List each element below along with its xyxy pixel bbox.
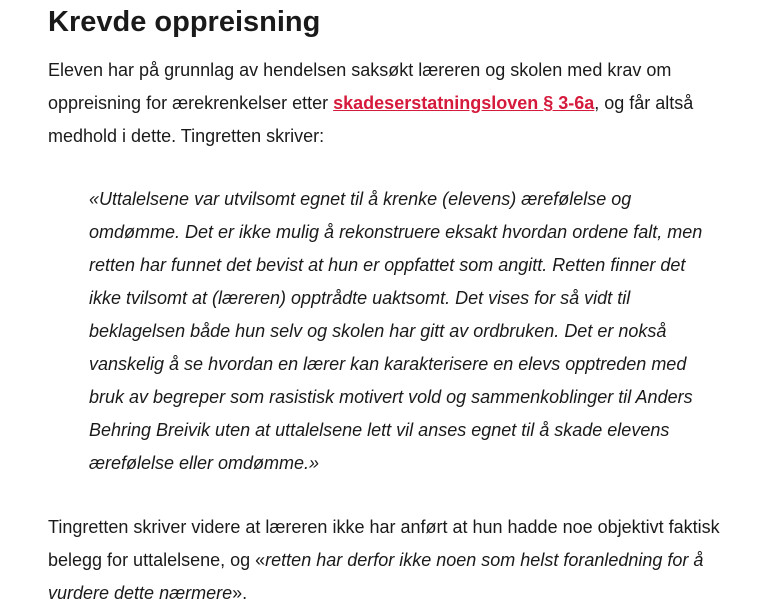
article-body <box>48 0 748 610</box>
intro-text-before-link: Eleven har på grunnlag av hendelsen saksøkt læreren og skolen med krav om oppreisning for ærekrenkelser etter <box>48 60 672 113</box>
closing-text-after-quote: ». <box>232 583 248 603</box>
section-heading: Krevde oppreisning <box>48 6 321 38</box>
intro-text-after-link: , og får altså medhold i dette. Tingretten skriver: <box>48 93 694 146</box>
closing-paragraph <box>48 511 748 610</box>
inline-court-quote: retten har derfor ikke noen som helst foranledning for å vurdere dette nærmere <box>48 550 704 603</box>
intro-paragraph <box>48 54 748 153</box>
closing-text-before-quote: Tingretten skriver videre at læreren ikke har anført at hun hadde noe objektivt faktisk belegg for uttalelsene, og « <box>48 517 720 570</box>
court-quote: «Uttalelsene var utvilsomt egnet til å krenke (elevens) ærefølelse og omdømme. Det er ikke mulig å rekonstruere eksakt hvordan ordene falt, men retten har funnet det bevist at hun er oppfattet som angitt. Retten finner det ikke tvilsomt at (læreren) opptrådte uaktsomt. Det vises for så vidt til beklagelsen både hun selv og skolen har gitt av ordbruken. Det er nokså vanskelig å se hvordan en lærer kan karakterisere en elevs opptreden med bruk av begreper som rasistisk motivert vold og sammenkoblinger til Anders Behring Breivik uten at uttalelsene lett vil anses egnet til å skade elevens ærefølelse eller omdømme.» <box>89 189 703 473</box>
law-link[interactable]: skadeserstatningsloven § 3-6a <box>333 93 595 113</box>
